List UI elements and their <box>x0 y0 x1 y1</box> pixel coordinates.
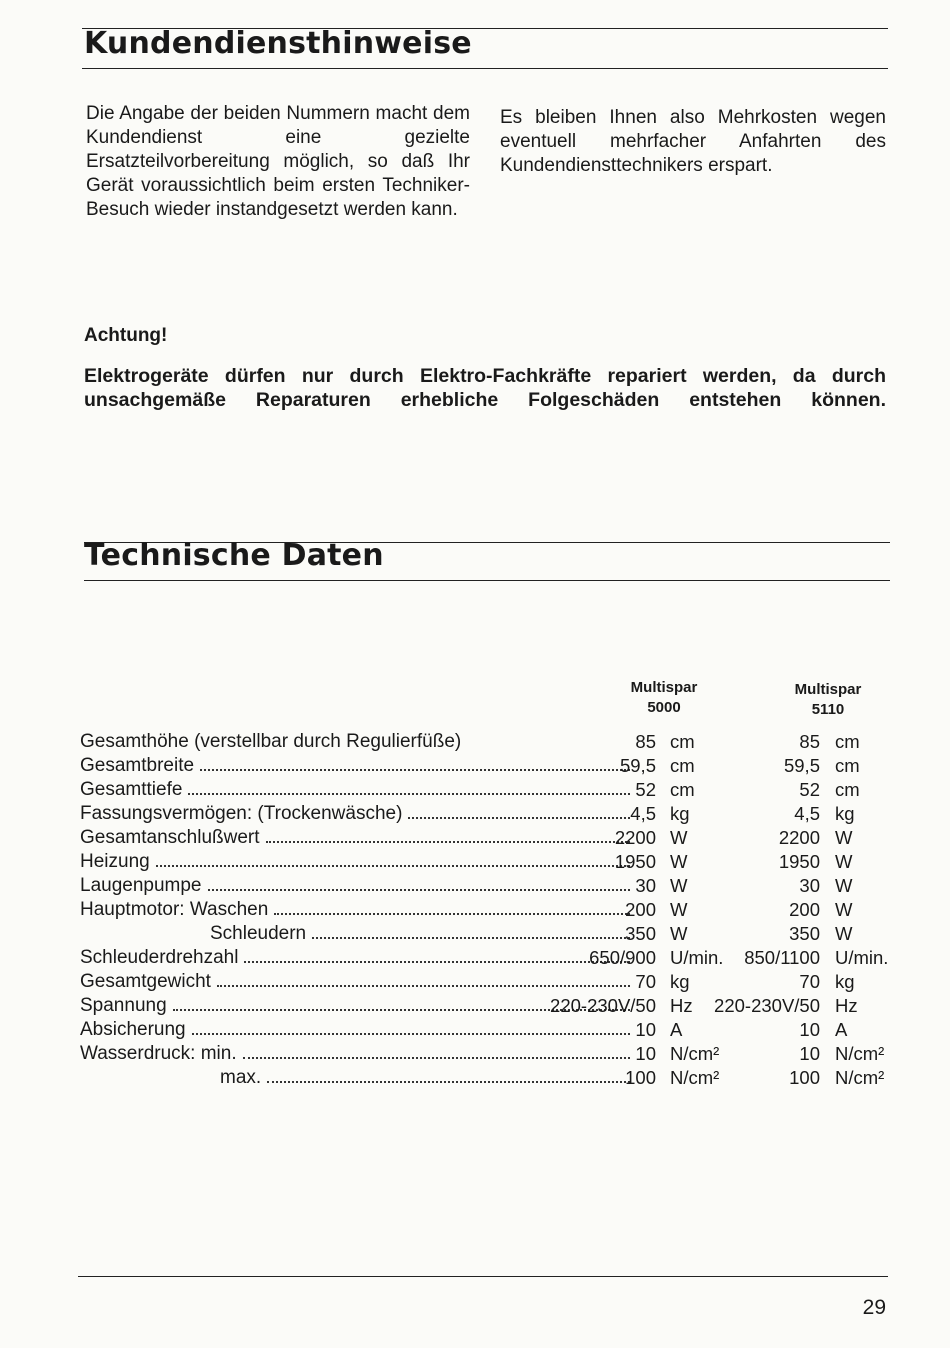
unit-model-2: kg <box>835 803 855 824</box>
table-row <box>80 970 900 994</box>
unit-model-2: cm <box>835 779 860 800</box>
unit-model-1: U/min. <box>670 947 724 968</box>
value-model-1: 650/900 <box>589 947 656 968</box>
unit-model-1: cm <box>670 731 695 752</box>
warning-text: Elektrogeräte dürfen nur durch Elektro-Fachkräfte repariert werden, da durch unsachgemäße Reparaturen erhebliche Folgeschäden entstehen können. <box>84 365 886 411</box>
spec-label: max. <box>220 1067 262 1088</box>
value-model-2: 200 <box>789 899 820 920</box>
dot-leader <box>267 1081 630 1083</box>
warning-title: Achtung! <box>84 325 168 346</box>
dot-leader <box>200 769 630 771</box>
value-model-1: 10 <box>635 1019 656 1040</box>
unit-model-2: N/cm² <box>835 1043 885 1064</box>
spec-label: Gesamthöhe (verstellbar durch Regulierfüße) <box>80 731 462 752</box>
unit-model-1: W <box>670 899 688 920</box>
unit-model-2: A <box>835 1019 848 1040</box>
dot-leader <box>217 985 630 987</box>
table-row <box>80 754 900 778</box>
unit-model-1: N/cm² <box>670 1043 720 1064</box>
value-model-1: 200 <box>625 899 656 920</box>
value-model-1: 220-230V/50 <box>550 995 656 1016</box>
dot-leader <box>274 913 630 915</box>
value-model-2: 2200 <box>778 827 820 848</box>
spec-label: Wasserdruck: min. <box>80 1043 237 1064</box>
dot-leader <box>188 793 630 795</box>
value-model-2: 10 <box>799 1043 820 1064</box>
value-model-1: 85 <box>635 731 656 752</box>
value-model-1: 350 <box>625 923 656 944</box>
spec-label: Spannung <box>80 995 167 1016</box>
table-row <box>80 1066 900 1090</box>
unit-model-1: W <box>670 923 688 944</box>
unit-model-2: W <box>835 899 853 920</box>
table-row <box>80 730 900 754</box>
table-row <box>80 922 900 946</box>
table-row <box>80 826 900 850</box>
column-header-model-2 <box>768 680 888 720</box>
dot-leader <box>266 841 630 843</box>
footer-rule <box>78 1276 888 1277</box>
unit-model-1: W <box>670 827 688 848</box>
value-model-1: 30 <box>635 875 656 896</box>
table-row <box>80 1018 900 1042</box>
unit-model-2: W <box>835 923 853 944</box>
spec-label: Absicherung <box>80 1019 186 1040</box>
value-model-2: 850/1100 <box>744 947 820 968</box>
value-model-2: 70 <box>799 971 820 992</box>
model-name: Multispar <box>794 681 862 698</box>
dot-leader <box>208 889 630 891</box>
unit-model-1: W <box>670 851 688 872</box>
value-model-2: 85 <box>799 731 820 752</box>
unit-model-1: cm <box>670 755 695 776</box>
value-model-2: 10 <box>799 1019 820 1040</box>
spec-label: Gesamtgewicht <box>80 971 211 992</box>
section-rule-bottom <box>84 580 890 581</box>
dot-leader <box>408 817 630 819</box>
value-model-2: 52 <box>799 779 820 800</box>
table-row <box>80 994 900 1018</box>
spec-label: Heizung <box>80 851 150 872</box>
table-row <box>80 946 900 970</box>
value-model-2: 4,5 <box>794 803 820 824</box>
model-number: 5000 <box>647 699 681 716</box>
value-model-1: 1950 <box>614 851 656 872</box>
value-model-1: 70 <box>635 971 656 992</box>
value-model-2: 30 <box>799 875 820 896</box>
unit-model-2: W <box>835 851 853 872</box>
value-model-1: 59,5 <box>619 755 656 776</box>
value-model-1: 2200 <box>614 827 656 848</box>
unit-model-1: Hz <box>670 995 693 1016</box>
value-model-2: 220-230V/50 <box>714 995 820 1016</box>
paragraph-left: Die Angabe der beiden Nummern macht dem Kundendienst eine gezielte Ersatzteilvorbereitung möglich, so daß Ihr Gerät voraussichtlich beim ersten Techniker-Besuch wieder instandgesetzt werden kann. <box>86 103 470 220</box>
unit-model-1: A <box>670 1019 683 1040</box>
unit-model-2: cm <box>835 755 860 776</box>
unit-model-2: U/min. <box>835 947 889 968</box>
section-title-kundendienst: Kundendiensthinweise <box>84 26 472 61</box>
unit-model-2: Hz <box>835 995 858 1016</box>
value-model-2: 59,5 <box>783 755 820 776</box>
spec-label: Gesamttiefe <box>80 779 183 800</box>
spec-label: Hauptmotor: Waschen <box>80 899 269 920</box>
dot-leader <box>156 865 630 867</box>
value-model-2: 1950 <box>778 851 820 872</box>
spec-label: Schleuderdrehzahl <box>80 947 239 968</box>
model-name: Multispar <box>630 679 698 696</box>
value-model-1: 4,5 <box>630 803 656 824</box>
title-underline <box>82 68 888 69</box>
value-model-2: 350 <box>789 923 820 944</box>
spec-label: Fassungsvermögen: (Trockenwäsche) <box>80 803 403 824</box>
spec-label: Gesamtanschlußwert <box>80 827 260 848</box>
unit-model-2: W <box>835 827 853 848</box>
value-model-2: 100 <box>789 1067 820 1088</box>
table-row <box>80 874 900 898</box>
unit-model-2: N/cm² <box>835 1067 885 1088</box>
value-model-1: 100 <box>625 1067 656 1088</box>
dot-leader <box>243 1057 630 1059</box>
page-number: 29 <box>862 1296 886 1319</box>
unit-model-1: W <box>670 875 688 896</box>
dot-leader <box>244 961 630 963</box>
column-header-model-1 <box>604 678 724 718</box>
dot-leader <box>312 937 630 939</box>
spec-label: Gesamtbreite <box>80 755 195 776</box>
model-number: 5110 <box>811 701 845 718</box>
technical-data-table <box>80 730 900 1090</box>
spec-label: Laugenpumpe <box>80 875 202 896</box>
value-model-1: 52 <box>635 779 656 800</box>
value-model-1: 10 <box>635 1043 656 1064</box>
unit-model-1: N/cm² <box>670 1067 720 1088</box>
dot-leader <box>192 1033 630 1035</box>
unit-model-2: kg <box>835 971 855 992</box>
paragraph-right: Es bleiben Ihnen also Mehrkosten wegen eventuell mehrfacher Anfahrten des Kundendiensttechnikers erspart. <box>500 107 886 176</box>
unit-model-2: cm <box>835 731 860 752</box>
unit-model-1: kg <box>670 803 690 824</box>
table-row <box>80 778 900 802</box>
table-row <box>80 898 900 922</box>
table-row <box>80 1042 900 1066</box>
section-title-technische-daten: Technische Daten <box>84 538 384 573</box>
table-row <box>80 850 900 874</box>
spec-label: Schleudern <box>210 923 307 944</box>
unit-model-2: W <box>835 875 853 896</box>
unit-model-1: cm <box>670 779 695 800</box>
table-row <box>80 802 900 826</box>
unit-model-1: kg <box>670 971 690 992</box>
